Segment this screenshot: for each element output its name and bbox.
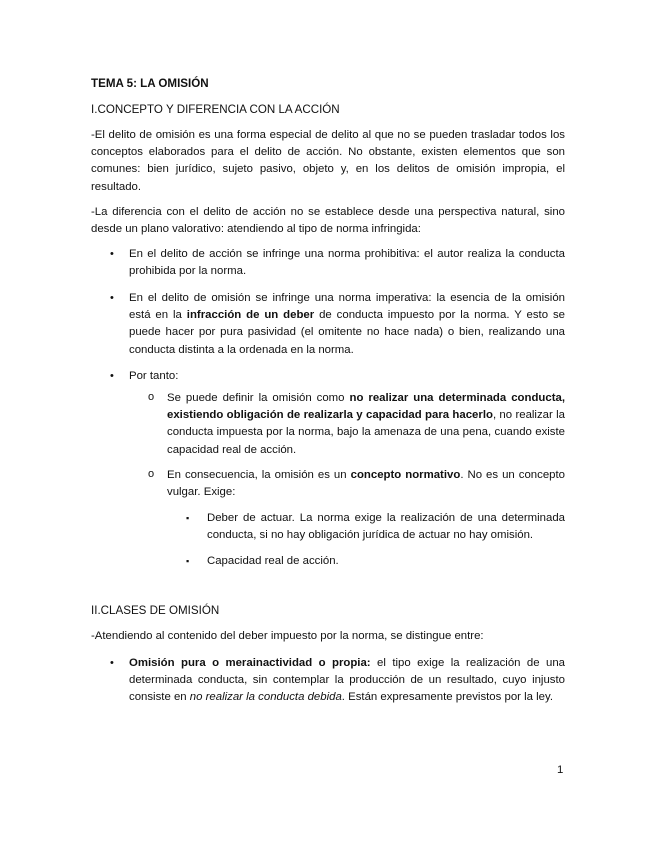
paragraph-diferencia: -La diferencia con el delito de acción no se establece desde una perspectiva natural, sino desde un plano valorativo: atendiendo al tipo de norma infringida:	[91, 206, 565, 236]
sub-text: Se puede definir la omisión como no realizar una determinada conducta, existiendo obligación de realizarla y capacidad para hacerlo, no realizar la conducta impuesta por la norma, bajo la amenaza de una pena, cuando existe capacidad real de acción.	[167, 392, 565, 456]
bullet-marker: •	[110, 657, 114, 669]
bullet-item-omision	[110, 290, 565, 359]
subsub-marker: ▪	[186, 556, 190, 566]
bold-text: no realizar una determinada conducta, existiendo obligación de realizarla y capacidad para hacerlo	[167, 392, 565, 422]
bullet-text: Por tanto:	[129, 370, 179, 382]
bold-text: Omisión pura o merainactividad o propia:	[129, 657, 371, 669]
bullet-item-accion	[110, 246, 565, 280]
page-number: 1	[557, 764, 564, 776]
subsub-text: Capacidad real de acción.	[207, 555, 339, 567]
sub-marker: o	[148, 391, 155, 403]
paragraph-atendiendo: -Atendiendo al contenido del deber impuesto por la norma, se distingue entre:	[91, 630, 484, 642]
subsub-marker: ▪	[186, 513, 190, 523]
subsub-item-capacidad	[186, 553, 565, 570]
sub-text: En consecuencia, la omisión es un concepto normativo. No es un concepto vulgar. Exige:	[167, 469, 565, 499]
document-title: TEMA 5: LA OMISIÓN	[91, 77, 209, 90]
bullet-text: Omisión pura o merainactividad o propia: el tipo exige la realización de una determinada conducta, sin contemplar la producción de un resultado, cuyo injusto consiste en no realizar la conducta debida. Están expresamente previstos por la ley.	[129, 657, 566, 704]
section-heading-clases: II.CLASES DE OMISIÓN	[91, 604, 220, 617]
sub-marker: o	[148, 468, 155, 480]
bullet-marker: •	[110, 292, 114, 304]
sub-item-consecuencia	[148, 467, 565, 501]
section-heading-concepto: I.CONCEPTO Y DIFERENCIA CON LA ACCIÓN	[91, 103, 340, 116]
bullet-marker: •	[110, 248, 114, 260]
paragraph-definicion: -El delito de omisión es una forma especial de delito al que no se pueden trasladar todos los conceptos elaborados para el delito de acción. No obstante, existen elementos que son comunes: bien jurídico, sujeto pasivo, objeto y, en los delitos de omisión impropia, el resultado.	[91, 129, 565, 193]
bullet-item-omision-pura	[110, 655, 565, 707]
subsub-text: Deber de actuar. La norma exige la realización de una determinada conducta, si no hay obligación jurídica de actuar no hay omisión.	[207, 512, 565, 542]
bullet-item-por-tanto	[110, 368, 565, 385]
sub-item-definicion	[148, 390, 565, 459]
italic-text: no realizar la conducta debida	[189, 691, 342, 704]
bold-text: infracción de un deber	[186, 309, 315, 322]
subsub-item-deber	[186, 510, 565, 544]
bullet-marker: •	[110, 370, 114, 382]
bullet-text: En el delito de omisión se infringe una norma imperativa: la esencia de la omisión está en la infracción de un deber de conducta impuesto por la norma. Y esto se puede hacer por pura pasividad (el omitente no hace nada) o bien, realizando una conducta distinta a la ordenada en la norma.	[129, 292, 565, 356]
bold-text: concepto normativo	[350, 469, 461, 481]
bullet-text: En el delito de acción se infringe una norma prohibitiva: el autor realiza la conducta prohibida por la norma.	[129, 248, 565, 278]
